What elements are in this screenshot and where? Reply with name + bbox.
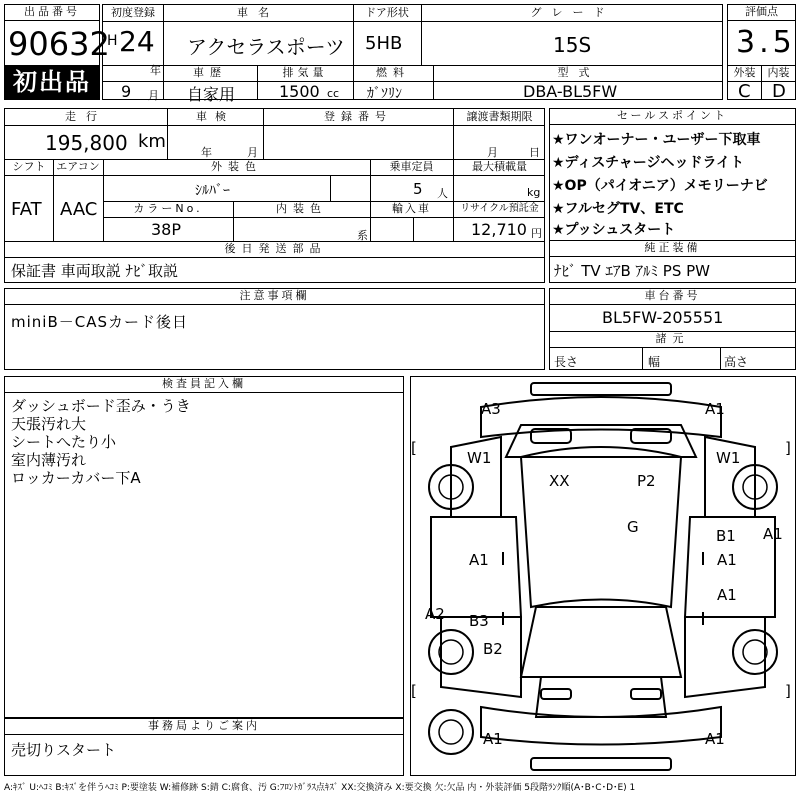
inspector-box [4,376,404,718]
ext-label: 外装 [733,66,756,79]
score-box [727,4,796,100]
lot-number: 90632 [8,25,110,63]
inspector-line-5: ロッカーカバー下A [11,469,141,487]
notes-value: miniB－CASカード後日 [11,313,189,331]
door-value: 5HB [365,33,403,54]
chassis-box [549,288,796,370]
fuel-value: ｶﾞｿﾘﾝ [367,86,402,102]
reg-month: 9 [121,82,132,101]
dims-length: 長さ [554,355,579,369]
intcolor-unit: 系 [357,229,368,242]
int-label: 内装 [767,66,790,79]
history-label: 車歴 [193,66,227,79]
sales-points-label: セールスポイント [550,109,795,125]
mark-hood-left: XX [549,472,570,490]
legend-footer: A:ｷｽﾞ U:ﾍｺﾐ B:ｷｽﾞを伴うﾍｺﾐ P:要塗装 W:補修跡 S:錆 C:腐食、汚 G:ﾌﾛﾝﾄｶﾞﾗｽ点ｷｽﾞ XX:交換済み X:要交換 欠:欠品 内・外装評価 5段階ﾗﾝｸ順(A･B･C･D･E) 1 [4,783,636,793]
color-label: 外装色 [211,160,262,173]
car-name-label: 車名 [237,6,279,19]
int-value: D [772,81,786,102]
header-grid [102,4,723,104]
disp-label: 排気量 [282,66,328,79]
notes-label: 注意事項欄 [5,289,544,305]
car-name: アクセラスポーツ [187,35,345,59]
inspection-label: 車検 [196,110,234,123]
mark-right-rear-door: A1 [717,586,737,604]
colorno-value: 38P [151,220,182,239]
mark-right-front-door-b1: B1 [716,527,736,545]
recycle-label: リサイクル預託金 [460,203,539,214]
mark-left-fender: W1 [467,449,492,467]
mark-rear-right-bumper: A1 [705,730,725,748]
mark-right-fender: W1 [716,449,741,467]
seats-unit: 人 [437,187,448,200]
sales-point-3: ★OP（パイオニア）メモリーナビ [552,178,768,194]
docs-value: 保証書 車両取説 ﾅﾋﾞ取説 [11,262,179,280]
inspector-line-3: シートへたり小 [11,433,117,451]
mark-right-front-door: A1 [717,551,737,569]
equipment-value: ﾅﾋﾞ TV ｴｱB ｱﾙﾐ PS PW [554,262,710,280]
chassis-value: BL5FW-205551 [602,308,724,327]
shift-value: FAT [11,199,42,220]
bracket-right-front: ] [785,439,791,457]
mark-front-right-bumper: A1 [705,400,725,418]
sales-points-box [549,108,796,241]
seats-label: 乗車定員 [389,160,434,173]
door-label: ドア形状 [365,6,409,19]
fuel-label: 燃料 [376,66,410,79]
mark-right-edge: A1 [763,525,783,543]
reg-month-unit: 月 [148,89,159,102]
recycle-value: 12,710 [471,220,527,239]
seats-value: 5 [413,180,423,198]
score-value: 3.5 [736,25,796,60]
model-value: DBA-BL5FW [523,82,618,101]
bracket-left-rear: [ [411,682,417,700]
grade-value: 15S [553,33,592,57]
inspector-line-1: ダッシュボード歪み・うき [11,397,191,415]
disp-unit: cc [327,87,340,100]
transfer-label: 譲渡書類期限 [466,110,533,123]
dims-label: 諸元 [655,332,690,345]
inspector-line-4: 室内薄汚れ [11,451,87,469]
mileage-unit: km [138,131,166,152]
score-label: 評価点 [728,5,795,21]
mark-rear-left-bumper: A1 [483,730,503,748]
ac-value: AAC [60,199,98,220]
mileage-value: 195,800 [45,131,128,155]
reg-year-unit: 年 [150,64,161,77]
mark-left-rear-fender: B2 [483,640,503,658]
reg-year: 24 [119,25,155,58]
office-box [4,718,404,776]
insp-year-unit: 年 [201,146,212,159]
inspector-line-2: 天張汚れ大 [11,415,87,433]
reg-label: 初度登録 [111,6,155,19]
mark-front-left-bumper: A3 [481,400,501,418]
car-outline-diagram [411,377,795,775]
mark-left-rear-door: B3 [469,612,489,630]
sales-point-1: ★ワンオーナー・ユーザー下取車 [552,132,761,148]
first-listing-badge: 初出品 [5,65,99,99]
chassis-label: 車台番号 [550,289,795,305]
import-label: 輸入車 [392,202,431,215]
insp-month-unit: 月 [247,146,258,159]
ac-label: エアコン [56,160,100,173]
shift-label: シフト [12,160,46,173]
transfer-month-unit: 月 [487,146,498,159]
reg-era: H [107,33,118,49]
history-value: 自家用 [187,85,236,104]
model-label: 型式 [557,66,600,79]
load-unit: kg [527,186,541,199]
mark-left-rocker: A2 [425,605,445,623]
equipment-box [549,240,796,283]
transfer-day-unit: 日 [529,146,540,159]
inspector-label: 検査員記入欄 [5,377,403,393]
ext-value: C [738,81,751,102]
colorno-label: カラーNo. [133,202,203,215]
color-value: ｼﾙﾊﾞｰ [195,183,230,199]
office-label: 事務局よりご案内 [5,719,403,735]
lot-label: 出品番号 [5,5,99,21]
mileage-label: 走行 [65,110,107,123]
intcolor-label: 内装色 [276,202,327,215]
lot-box [4,4,110,100]
grade-label: グレード [530,6,615,19]
bracket-left-front: [ [411,439,417,457]
equipment-label: 純正装備 [550,241,795,257]
notes-box [4,288,545,370]
load-label: 最大積載量 [472,160,527,173]
office-value: 売切りスタート [11,741,117,759]
sales-point-2: ★ディスチャージヘッドライト [552,155,745,171]
vehicle-info-grid [4,108,545,258]
car-diagram [410,376,796,776]
plate-label: 登録番号 [324,110,392,123]
recycle-unit: 円 [531,227,542,240]
dims-width: 幅 [648,355,661,369]
mark-left-front-door: A1 [469,551,489,569]
mark-hood-right: P2 [637,472,656,490]
sales-point-4: ★フルセグTV、ETC [552,201,684,217]
dims-height: 高さ [724,355,749,369]
docs-box [4,257,545,283]
sales-point-5: ★プッシュスタート [552,222,676,238]
mark-windshield: G [627,518,639,536]
disp-value: 1500 [279,82,320,101]
bracket-right-rear: ] [785,682,791,700]
docs-label: 後日発送部品 [224,242,327,255]
